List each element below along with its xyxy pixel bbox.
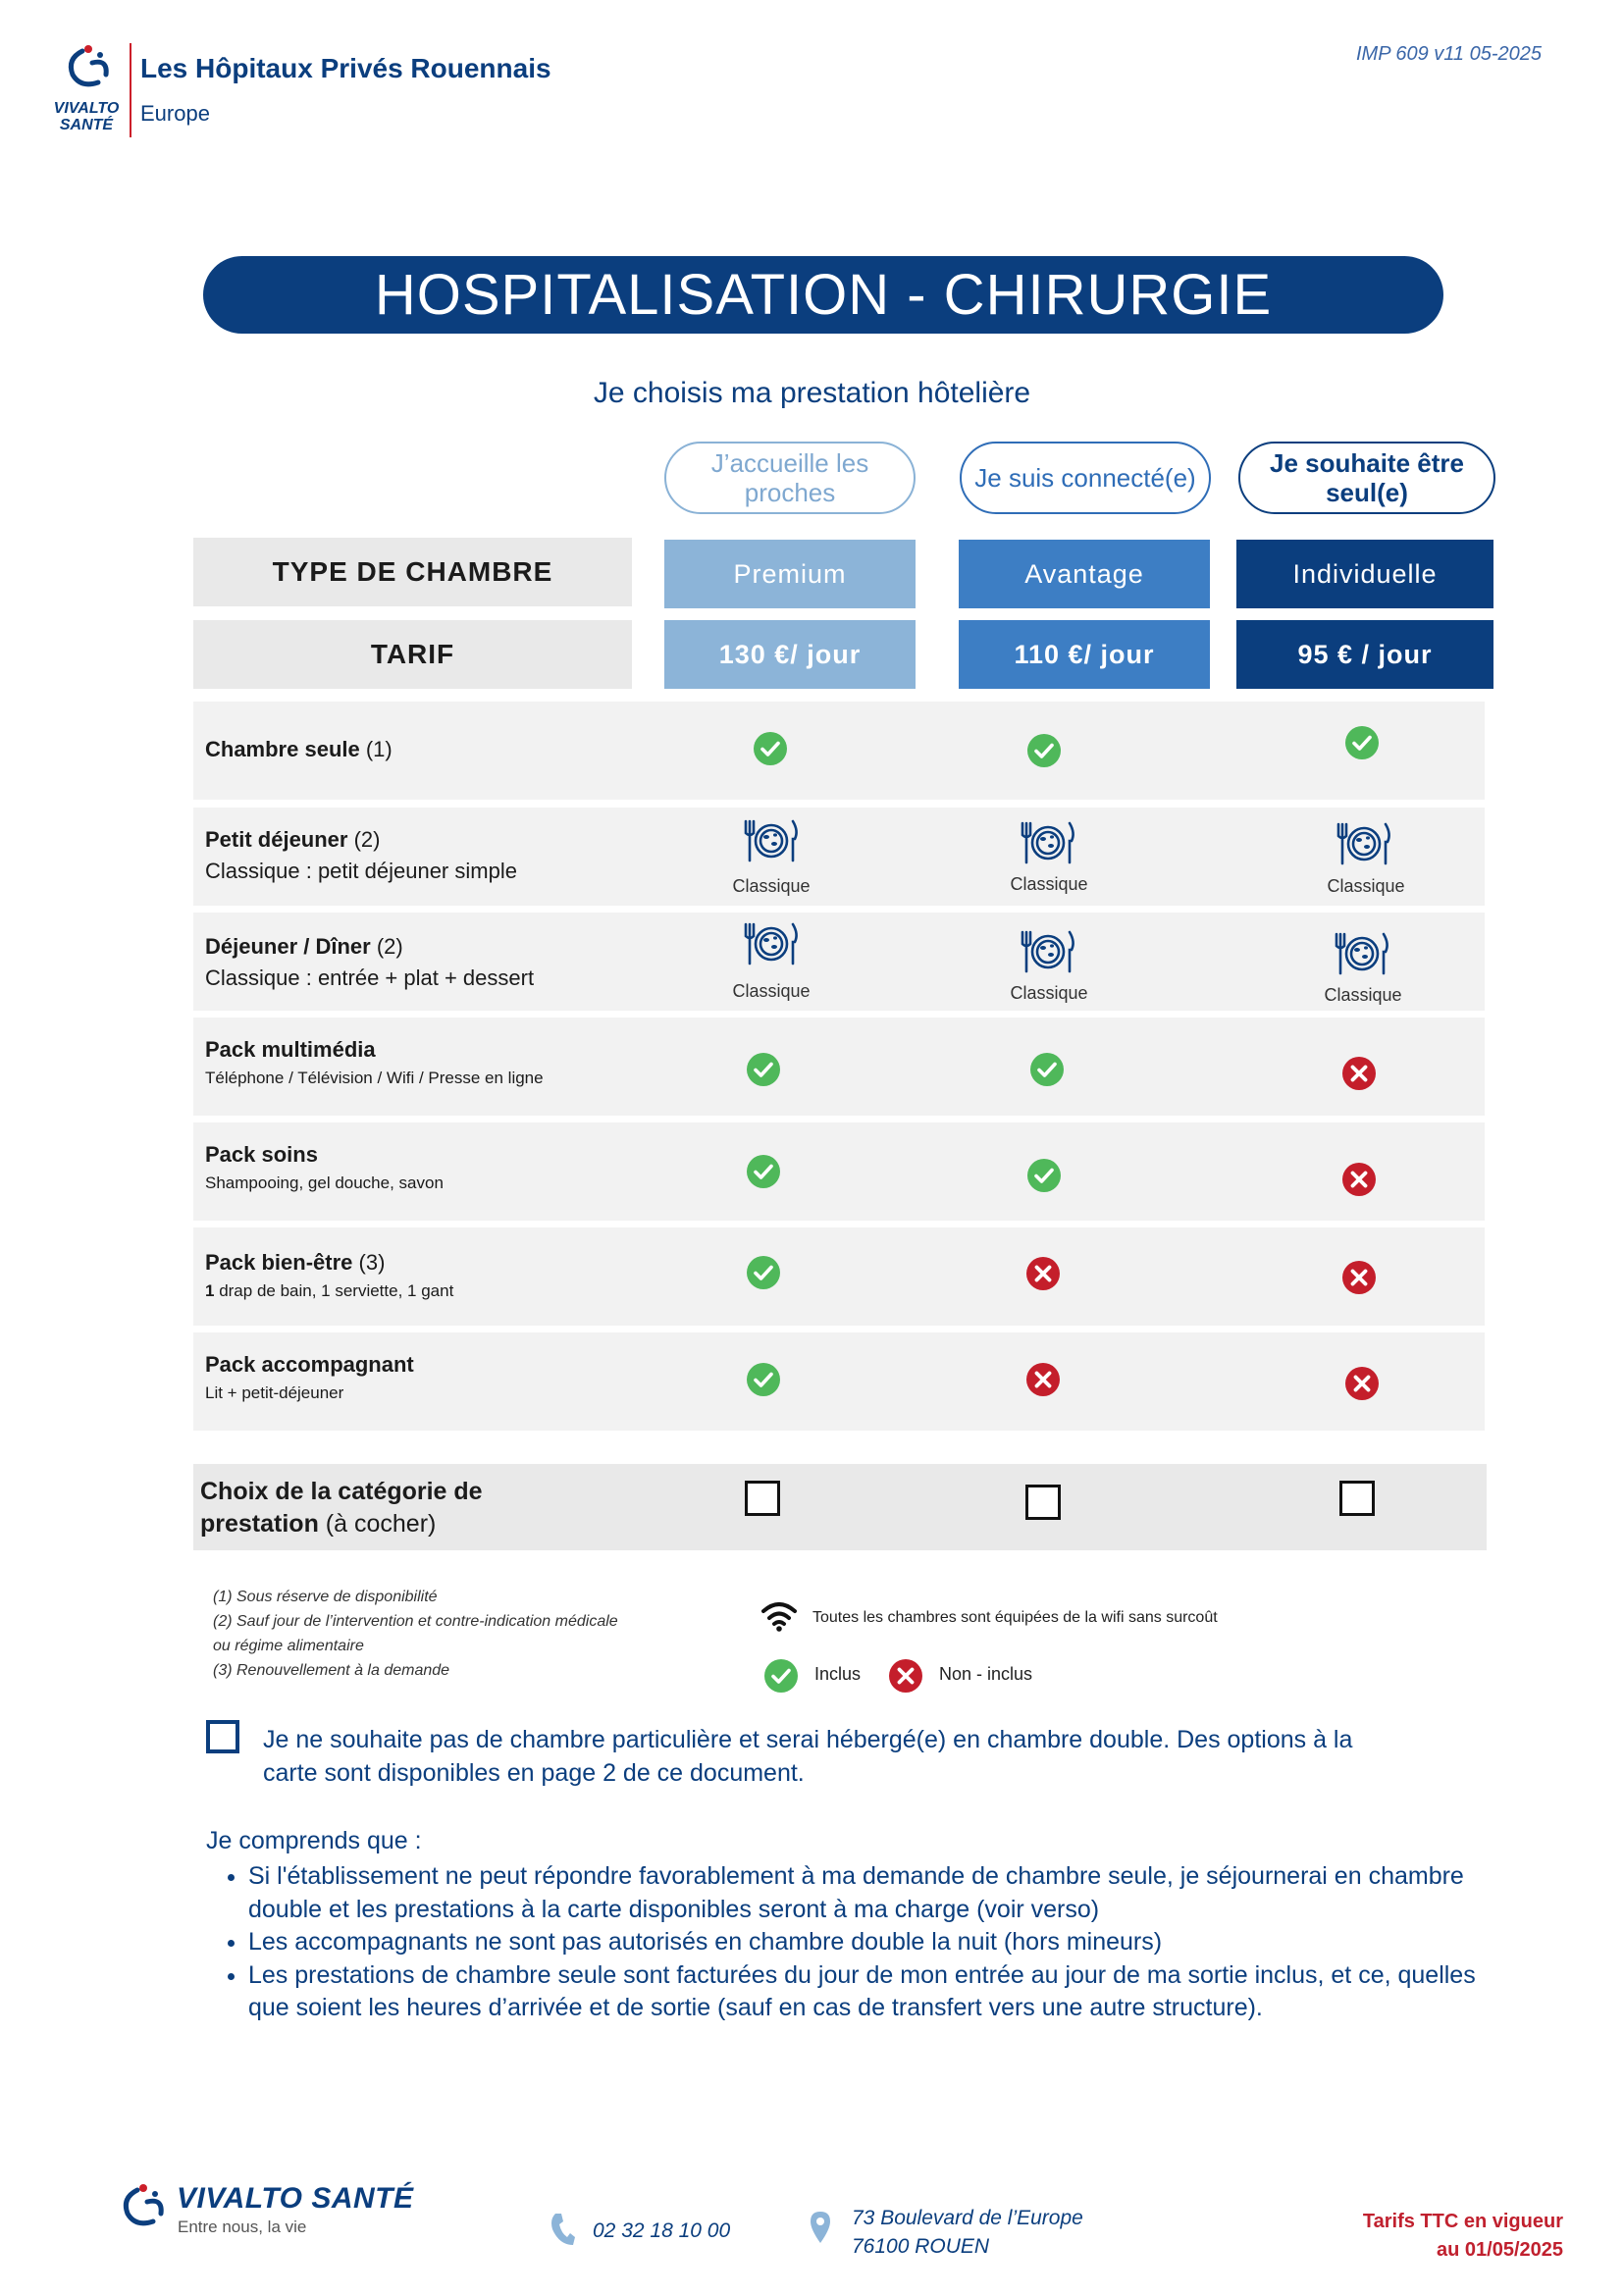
meal-label: Classique <box>1010 983 1088 1003</box>
row-subtitle: Shampooing, gel douche, savon <box>205 1174 444 1192</box>
choice-row <box>193 1464 1487 1550</box>
meal-label: Classique <box>732 981 811 1001</box>
legend-included-icon <box>763 1658 799 1694</box>
table-row <box>193 808 1485 906</box>
tarif-individuelle: 95 € / jour <box>1236 620 1493 689</box>
included-icon <box>746 1255 781 1290</box>
meal-label: Classique <box>1327 876 1405 896</box>
footer-brand: VIVALTO SANTÉ <box>177 2182 414 2215</box>
tarif-avantage: 110 €/ jour <box>959 620 1210 689</box>
not-included-icon <box>1025 1256 1061 1291</box>
room-type-premium: Premium <box>664 540 916 608</box>
understand-list <box>219 1860 1485 2025</box>
table-row <box>193 1122 1485 1221</box>
included-icon <box>1026 733 1062 768</box>
row-subtitle: Classique : entrée + plat + dessert <box>205 965 535 990</box>
meal-icon <box>740 920 803 967</box>
row-subtitle: Téléphone / Télévision / Wifi / Presse en ligne <box>205 1069 544 1087</box>
table-row <box>193 913 1485 1011</box>
list-item: • Si l'établissement ne peut répondre favorablement à ma demande de chambre seule, je séjournerai en chambre double et les prestations à la carte disponibles seront à ma charge (voir verso) <box>248 1860 1485 1926</box>
footnotes: (1) Sous réserve de disponibilité (2) Sauf jour de l’intervention et contre-indication médicale ou régime alimentaire (3) Renouvellement à la demande <box>213 1589 618 1679</box>
table-row <box>193 702 1485 800</box>
meal-icon <box>1017 819 1079 866</box>
included-icon <box>1026 1158 1062 1193</box>
double-room-checkbox[interactable] <box>206 1720 239 1753</box>
understand-title: Je comprends que : <box>206 1827 422 1854</box>
row-title: Petit déjeuner (2) <box>205 827 381 852</box>
meal-label: Classique <box>1324 985 1402 1005</box>
brand-divider <box>130 43 131 137</box>
phone-icon <box>550 2212 575 2247</box>
legend-not-included-icon <box>888 1658 923 1694</box>
room-type-avantage: Avantage <box>959 540 1210 608</box>
not-included-icon <box>1341 1162 1377 1197</box>
tag-avantage: Je suis connecté(e) <box>960 442 1211 514</box>
row-subtitle: Classique : petit déjeuner simple <box>205 859 517 883</box>
page-title: HOSPITALISATION - CHIRURGIE <box>203 256 1443 334</box>
brand-small <box>49 100 124 133</box>
row-title: Pack accompagnant <box>205 1352 414 1377</box>
list-item: • Les prestations de chambre seule sont facturées du jour de mon entrée au jour de ma sortie inclus, et ce, quelles que soient les heures d’arrivée et de sortie (sauf en cas de transfert vers une autre structure). <box>248 1959 1485 2025</box>
location-pin-icon <box>809 2210 832 2245</box>
included-icon <box>1344 725 1380 760</box>
table-row <box>193 1227 1485 1326</box>
avantage-checkbox[interactable] <box>1025 1485 1061 1520</box>
included-icon <box>1029 1052 1065 1087</box>
footer-tagline: Entre nous, la vie <box>178 2218 307 2236</box>
room-type-label: TYPE DE CHAMBRE <box>193 538 632 606</box>
not-included-icon <box>1344 1366 1380 1401</box>
footer-tarif-note: Tarifs TTC en vigueur au 01/05/2025 <box>1362 2211 1563 2261</box>
org-name: Les Hôpitaux Privés Rouennais <box>140 53 551 83</box>
row-title: Chambre seule (1) <box>205 737 393 761</box>
tag-individuelle: Je souhaite être seul(e) <box>1238 442 1495 514</box>
choice-label: Choix de la catégorie de prestation (à cocher) <box>200 1478 483 1538</box>
double-room-text: Je ne souhaite pas de chambre particulière et serai hébergé(e) en chambre double. Des options à la carte sont disponibles en page 2 de ce document. <box>263 1726 1353 1787</box>
vivalto-footer-logo-icon <box>118 2180 173 2231</box>
included-icon <box>746 1362 781 1397</box>
tarif-premium: 130 €/ jour <box>664 620 916 689</box>
legend-not-included-label: Non - inclus <box>939 1664 1033 1684</box>
meal-icon <box>1331 930 1393 977</box>
footer-address: 73 Boulevard de l’Europe 76100 ROUEN <box>852 2207 1083 2258</box>
page-subtitle: Je choisis ma prestation hôtelière <box>593 377 1031 409</box>
tag-premium: J’accueille les proches <box>664 442 916 514</box>
row-title: Pack multimédia <box>205 1037 376 1062</box>
included-icon <box>746 1052 781 1087</box>
not-included-icon <box>1341 1260 1377 1295</box>
row-title: Déjeuner / Dîner (2) <box>205 934 403 959</box>
legend-included-label: Inclus <box>814 1664 862 1684</box>
meal-label: Classique <box>1010 874 1088 894</box>
table-row <box>193 1332 1485 1431</box>
row-title: Pack bien-être (3) <box>205 1250 386 1275</box>
room-type-individuelle: Individuelle <box>1236 540 1493 608</box>
individuelle-checkbox[interactable] <box>1339 1481 1375 1516</box>
tarif-label: TARIF <box>193 620 632 689</box>
row-title: Pack soins <box>205 1142 318 1167</box>
footer-phone: 02 32 18 10 00 <box>593 2219 731 2242</box>
included-icon <box>746 1154 781 1189</box>
meal-label: Classique <box>732 876 811 896</box>
premium-checkbox[interactable] <box>745 1481 780 1516</box>
row-subtitle: 1 drap de bain, 1 serviette, 1 gant <box>205 1281 454 1300</box>
document-reference: IMP 609 v11 05-2025 <box>1355 43 1542 65</box>
brand-line-2: SANTÉ <box>59 117 114 133</box>
not-included-icon <box>1341 1056 1377 1091</box>
row-subtitle: Lit + petit-déjeuner <box>205 1383 344 1402</box>
wifi-icon <box>760 1599 798 1633</box>
included-icon <box>753 731 788 766</box>
org-subtitle: Europe <box>140 101 210 126</box>
table-row <box>193 1018 1485 1116</box>
list-item: • Les accompagnants ne sont pas autorisés en chambre double la nuit (hors mineurs) <box>248 1926 1485 1959</box>
meal-icon <box>1333 820 1395 867</box>
meal-icon <box>740 817 803 864</box>
meal-icon <box>1017 928 1079 975</box>
wifi-note: Toutes les chambres sont équipées de la wifi sans surcoût <box>812 1609 1218 1626</box>
vivalto-logo-icon <box>61 41 120 92</box>
not-included-icon <box>1025 1362 1061 1397</box>
brand-line-1: VIVALTO <box>53 100 120 117</box>
